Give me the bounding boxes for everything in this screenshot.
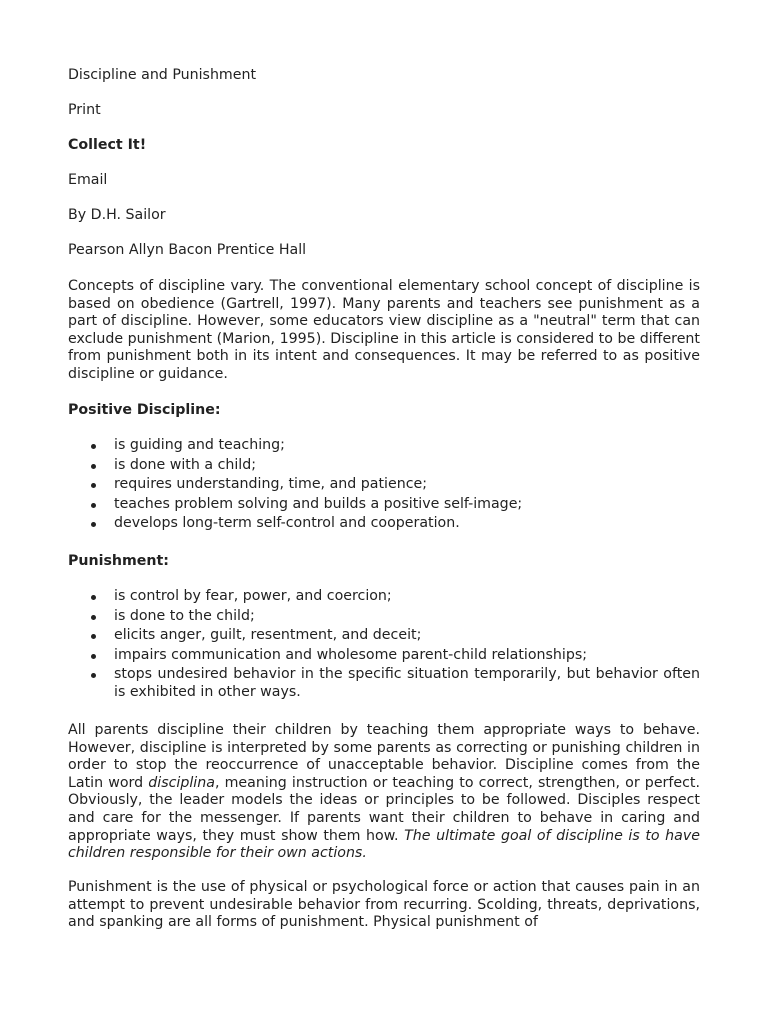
bullet-icon xyxy=(91,444,96,449)
bullet-icon xyxy=(91,595,96,600)
bullet-icon xyxy=(91,615,96,620)
list-item: stops undesired behavior in the specific situation temporarily, but behavior often is exhibited in other ways. xyxy=(68,666,700,701)
list-item: is guiding and teaching; xyxy=(68,437,700,455)
punishment-list xyxy=(68,588,700,704)
bullet-icon xyxy=(91,503,96,508)
positive-discipline-heading: Positive Discipline: xyxy=(68,402,221,418)
list-item: impairs communication and wholesome parent-child relationships; xyxy=(68,647,700,665)
list-item: teaches problem solving and builds a positive self-image; xyxy=(68,496,700,514)
list-item: is done with a child; xyxy=(68,457,700,475)
list-item: requires understanding, time, and patience; xyxy=(68,476,700,494)
bullet-icon xyxy=(91,522,96,527)
bullet-icon xyxy=(91,654,96,659)
bullet-icon xyxy=(91,464,96,469)
bullet-icon xyxy=(91,673,96,678)
list-item: is done to the child; xyxy=(68,608,700,626)
bullet-icon xyxy=(91,483,96,488)
list-item: elicits anger, guilt, resentment, and deceit; xyxy=(68,627,700,645)
publisher-line: Pearson Allyn Bacon Prentice Hall xyxy=(68,242,307,258)
positive-discipline-list xyxy=(68,437,700,535)
punishment-heading: Punishment: xyxy=(68,553,169,569)
intro-paragraph: Concepts of discipline vary. The conventional elementary school concept of discipline is based on obedience (Gartrell, 1997). Many parents and teachers see punishment as a part of discipline. However, some educators view discipline as a "neutral" term that can exclude punishment (Marion, 1995). Discipline in this article is considered to be different from punishment both in its intent and consequences. It may be referred to as positive discipline or guidance. xyxy=(68,278,700,382)
latin-word: disciplina xyxy=(148,774,215,791)
bullet-icon xyxy=(91,634,96,639)
list-item: is control by fear, power, and coercion; xyxy=(68,588,700,606)
author-byline: By D.H. Sailor xyxy=(68,207,166,223)
punishment-paragraph: Punishment is the use of physical or psychological force or action that causes pain in an attempt to prevent undesirable behavior from recurring. Scolding, threats, deprivations, and spanking are all forms of punishment. Physical punishment of xyxy=(68,879,700,931)
document-title: Discipline and Punishment xyxy=(68,67,257,83)
list-item: develops long-term self-control and cooperation. xyxy=(68,515,700,533)
goal-statement: The ultimate goal of discipline is to have children responsible for their own actions. xyxy=(68,827,700,862)
discipline-paragraph: All parents discipline their children by teaching them appropriate ways to behave. However, discipline is interpreted by some parents as correcting or punishing children in order to stop the reoccurrence of unacceptable behavior. Discipline comes from the Latin word disciplina, meaning instruction or teaching to correct, strengthen, or perfect. Obviously, the leader models the ideas or principles to be followed. Disciples respect and care for the messenger. If parents want their children to behave in caring and appropriate ways, they must show them how. The ultimate goal of discipline is to have children responsible for their own actions. xyxy=(68,722,700,862)
email-link[interactable]: Email xyxy=(68,172,108,188)
print-link[interactable]: Print xyxy=(68,102,101,118)
collect-it-link[interactable]: Collect It! xyxy=(68,137,147,153)
